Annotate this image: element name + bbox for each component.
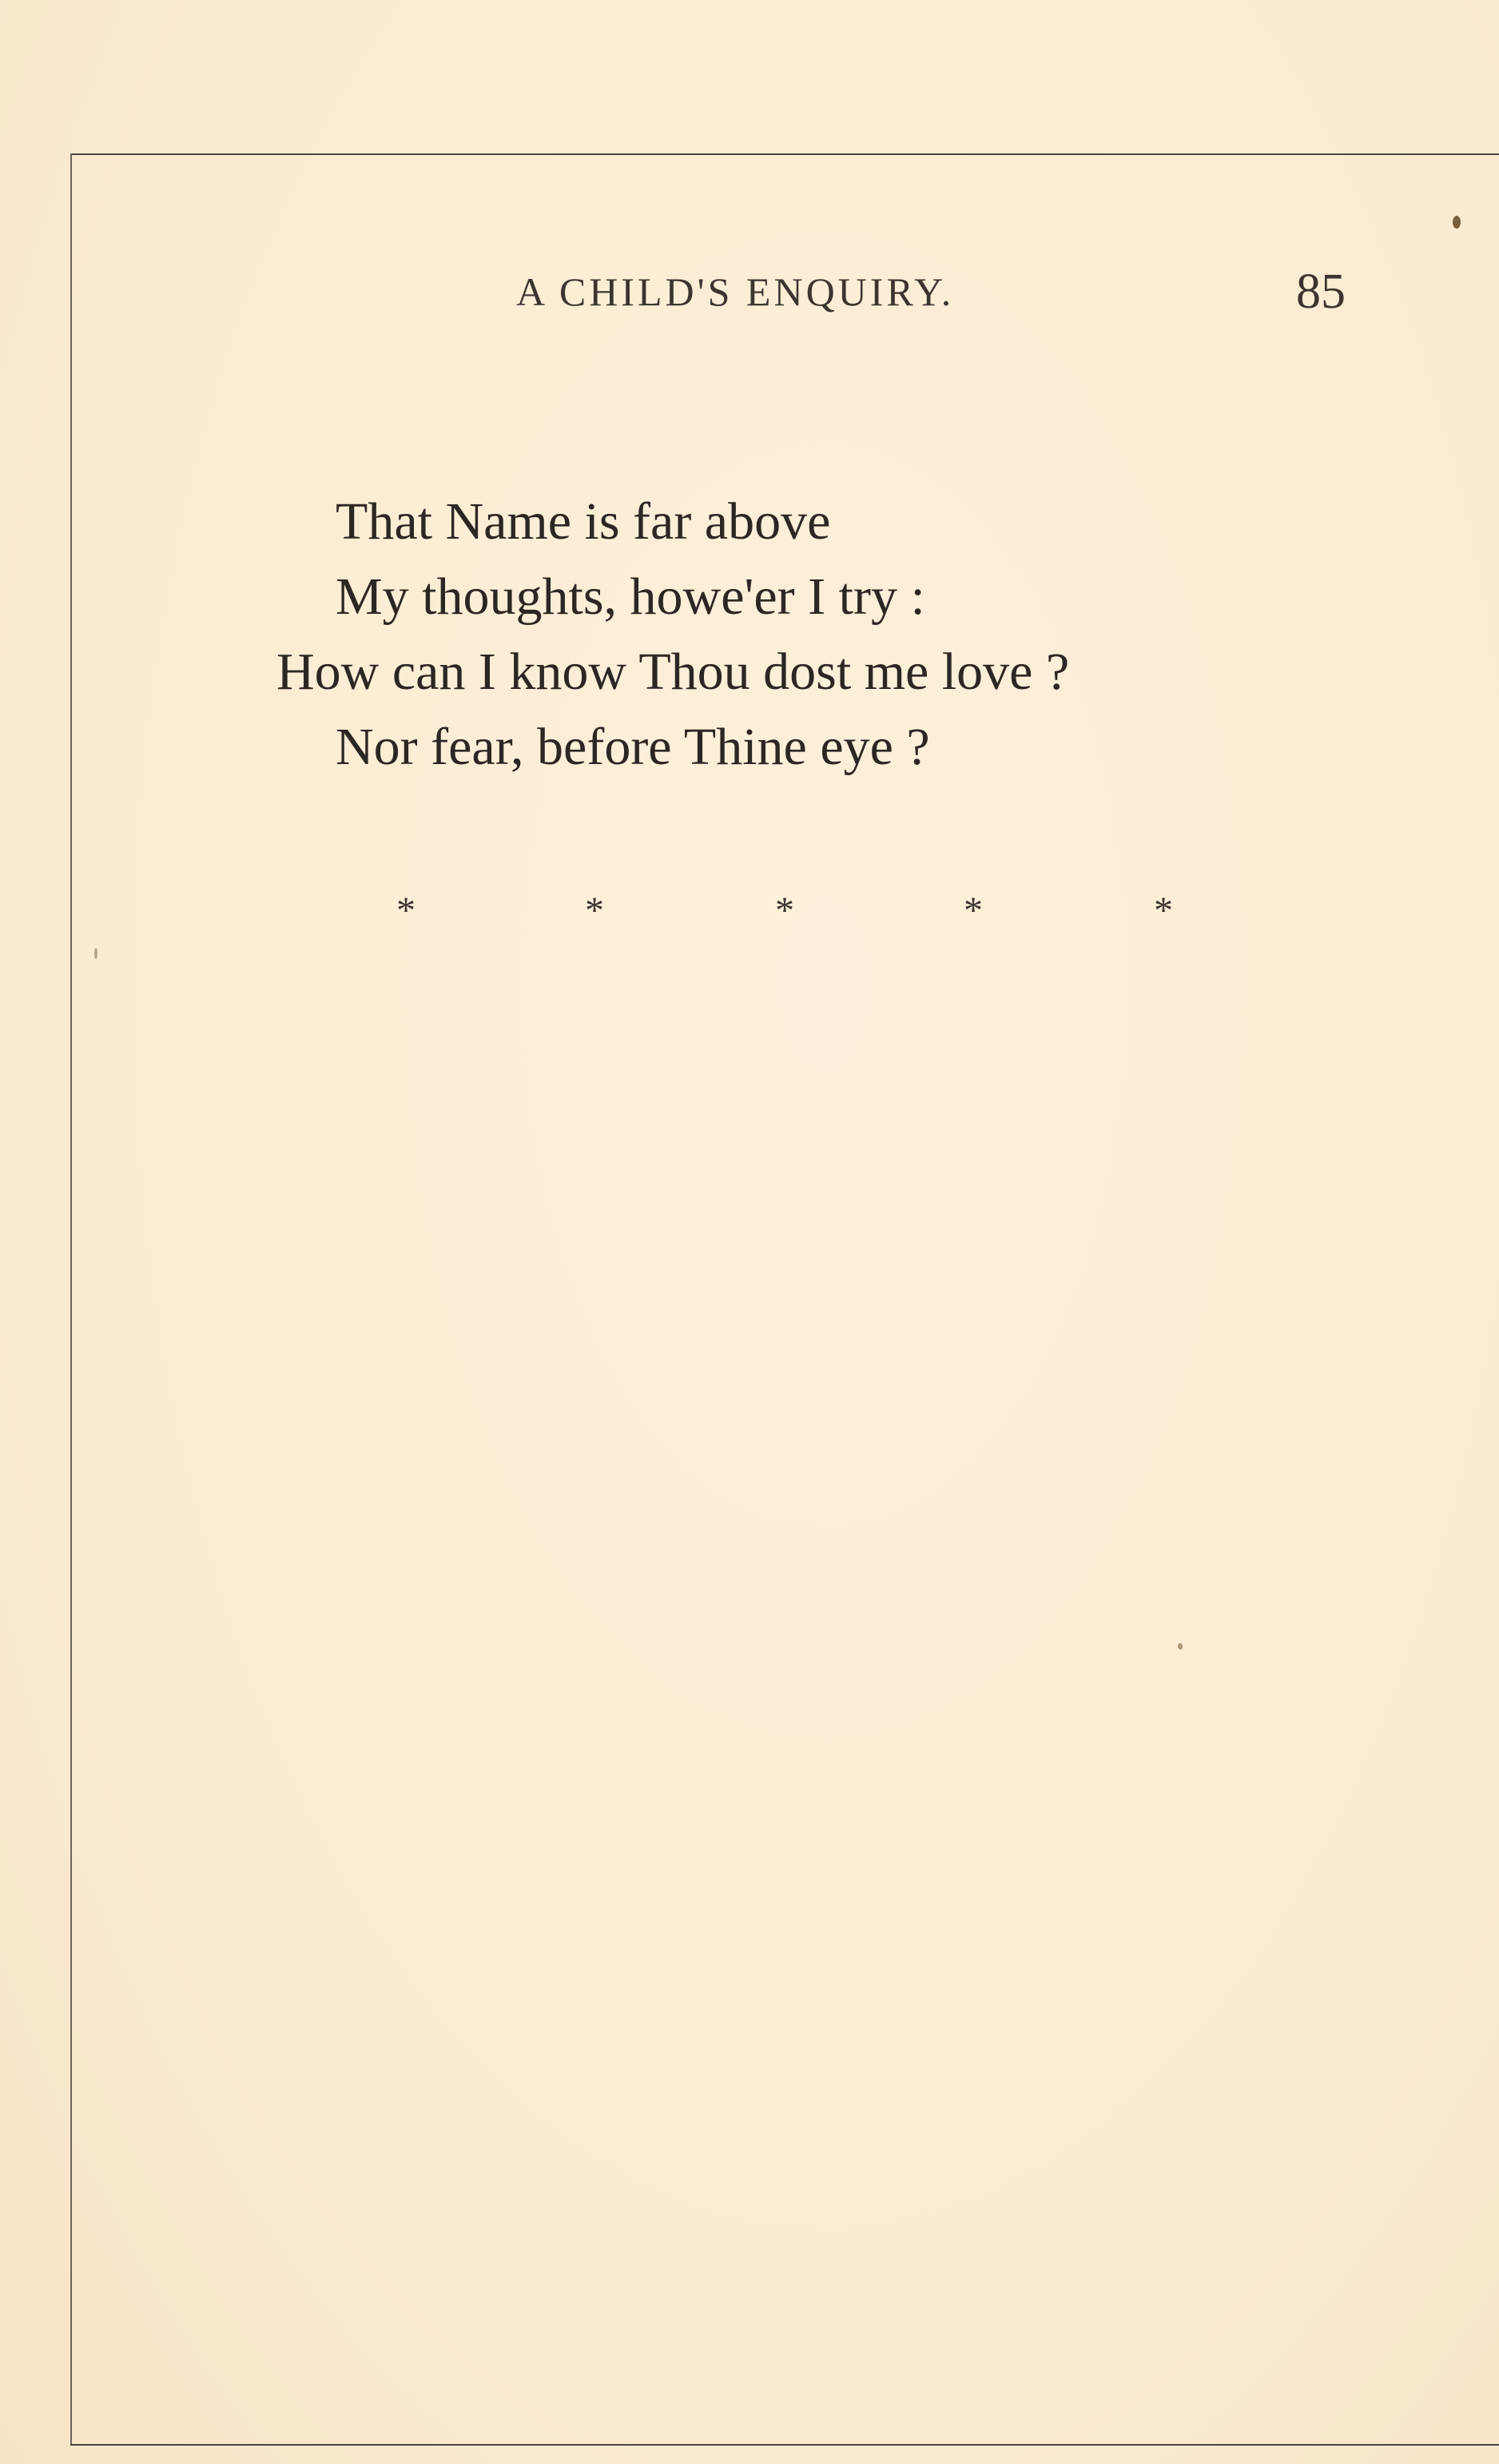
poem-line: How can I know Thou dost me love ?: [276, 643, 1070, 701]
paper-speck: [94, 948, 97, 959]
asterisk-mark: *: [775, 890, 794, 932]
paper-speck: [1453, 216, 1461, 229]
page-number: 85: [1296, 265, 1346, 319]
page-frame-top-rule: [70, 153, 1499, 155]
asterisk-mark: *: [585, 890, 604, 932]
asterisk-mark: *: [964, 890, 983, 932]
poem-line: My thoughts, howe'er I try :: [336, 567, 925, 626]
paper-speck: [1178, 1643, 1183, 1650]
running-head: A CHILD'S ENQUIRY.: [516, 269, 955, 314]
page-frame-left-rule: [70, 153, 72, 2446]
asterisk-mark: *: [1154, 890, 1173, 932]
page-frame-bottom-rule: [70, 2444, 1499, 2446]
poem-line: Nor fear, before Thine eye ?: [336, 718, 930, 776]
asterisk-mark: *: [396, 890, 416, 932]
poem-line: That Name is far above: [336, 492, 831, 551]
